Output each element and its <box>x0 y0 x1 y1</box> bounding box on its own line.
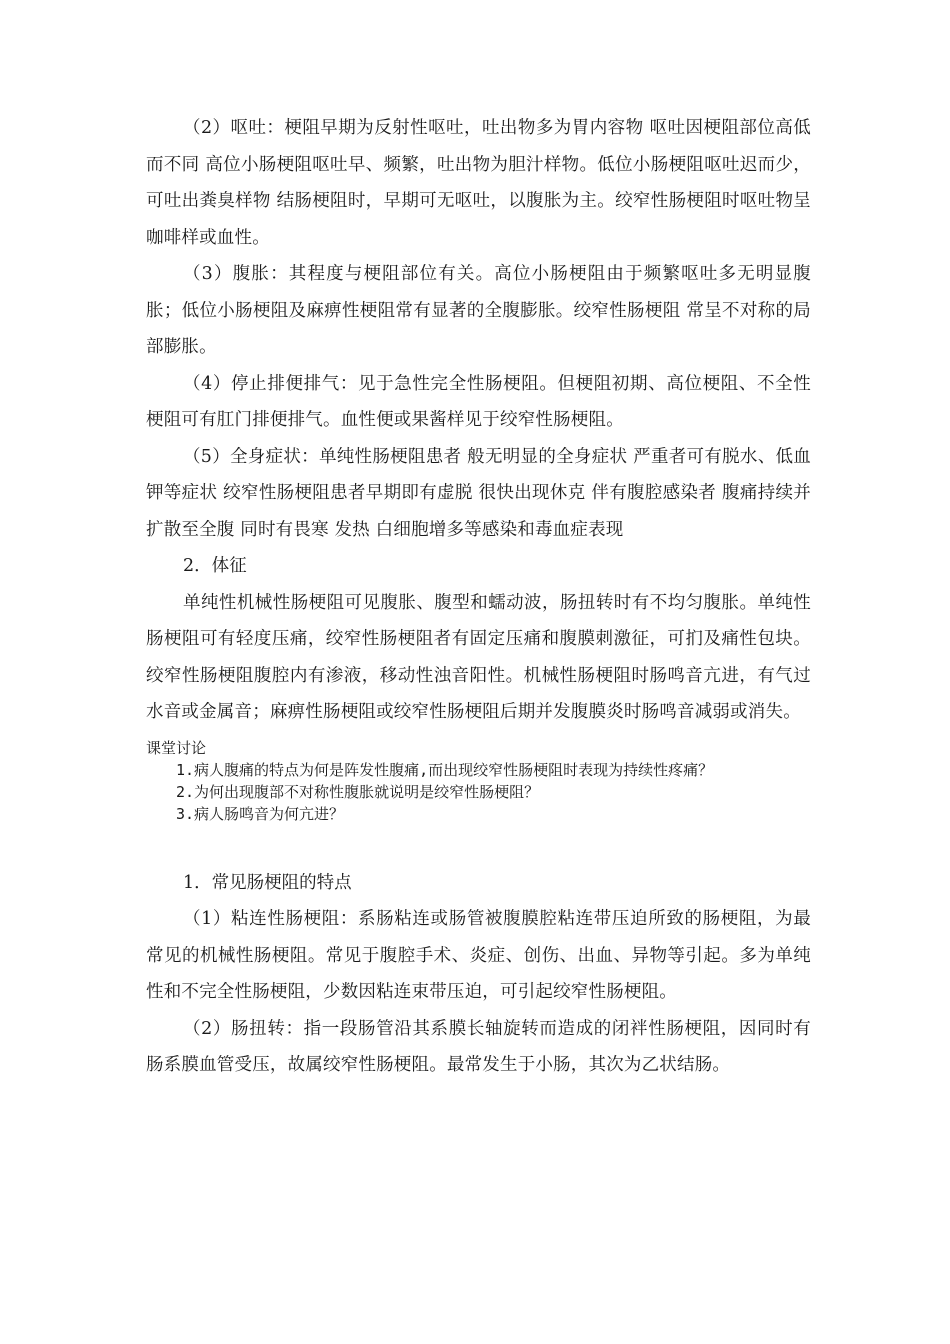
heading-common-obstruction: 1．常见肠梗阻的特点 <box>183 872 352 893</box>
heading-signs: 2．体征 <box>183 556 247 576</box>
class-discussion <box>146 737 811 825</box>
paragraph-signs: 单纯性机械性肠梗阻可见腹胀、腹型和蠕动波，肠扭转时有不均匀腹胀。单纯性肠梗阻可有轻度压痛，绞窄性肠梗阻者有固定压痛和腹膜刺激征，可扪及痛性包块。绞窄性肠梗阻腹腔内有渗液，移动性浊音阳性。机械性肠梗阻时肠鸣音亢进，有气过水音或金属音；麻痹性肠梗阻或绞窄性肠梗阻后期并发腹膜炎时肠鸣音减弱或消失。 <box>146 592 811 722</box>
section-common-obstruction <box>146 865 811 1084</box>
paragraph-systemic-symptoms: （5）全身症状：单纯性肠梗阻患者 般无明显的全身症状 严重者可有脱水、低血钾等症状 绞窄性肠梗阻患者早期即有虚脱 很快出现休克 伴有腹腔感染者 腹痛持续并扩散至全腹 同时有畏寒 发热 白细胞增多等感染和毒血症表现 <box>146 446 811 540</box>
discussion-title: 课堂讨论 <box>146 738 207 757</box>
document-content <box>146 110 811 1084</box>
paragraph-obstipation: （4）停止排便排气：见于急性完全性肠梗阻。但梗阻初期、高位梗阻、不全性梗阻可有肛门排便排气。血性便或果酱样见于绞窄性肠梗阻。 <box>146 373 811 430</box>
paragraph-vomiting: （2）呕吐：梗阻早期为反射性呕吐，吐出物多为胃内容物 呕吐因梗阻部位高低而不同 高位小肠梗阻呕吐早、频繁，吐出物为胆汁样物。低位小肠梗阻呕吐迟而少，可吐出粪臭样物 结肠梗阻时，早期可无呕吐，以腹胀为主。绞窄性肠梗阻时呕吐物呈咖啡样或血性。 <box>146 118 811 248</box>
paragraph-volvulus: （2）肠扭转：指一段肠管沿其系膜长轴旋转而造成的闭袢性肠梗阻，因同时有肠系膜血管受压，故属绞窄性肠梗阻。最常发生于小肠，其次为乙状结肠。 <box>146 1018 811 1075</box>
paragraph-adhesive-obstruction: （1）粘连性肠梗阻：系肠粘连或肠管被腹膜腔粘连带压迫所致的肠梗阻，为最常见的机械性肠梗阻。常见于腹腔手术、炎症、创伤、出血、异物等引起。多为单纯性和不完全性肠梗阻，少数因粘连束带压迫，可引起绞窄性肠梗阻。 <box>146 909 811 1002</box>
paragraph-distension: （3）腹胀：其程度与梗阻部位有关。高位小肠梗阻由于频繁呕吐多无明显腹胀；低位小肠梗阻及麻痹性梗阻常有显著的全腹膨胀。绞窄性肠梗阻 常呈不对称的局部膨胀。 <box>146 264 811 357</box>
discussion-question-3: 3.病人肠鸣音为何亢进？ <box>176 804 345 823</box>
discussion-question-1: 1.病人腹痛的特点为何是阵发性腹痛,而出现绞窄性肠梗阻时表现为持续性疼痛？ <box>176 760 714 779</box>
discussion-question-2: 2.为何出现腹部不对称性腹胀就说明是绞窄性肠梗阻？ <box>176 782 540 801</box>
